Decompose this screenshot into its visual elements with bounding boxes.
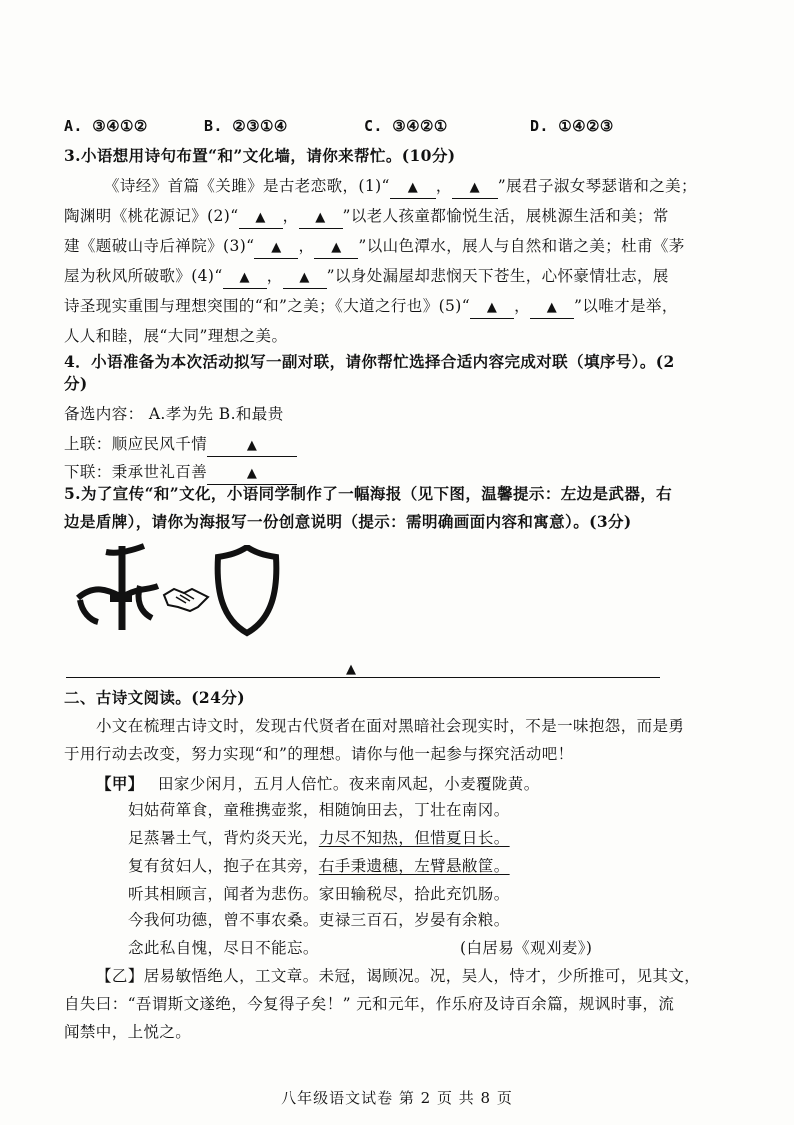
answer-marker: ▲ <box>346 662 356 677</box>
option-d: D. ①④②③ <box>530 117 614 135</box>
q4-lower-couplet: 下联：秉承世礼百善 ▲ <box>64 462 297 485</box>
poem-line-6: 今我何功德，曾不事农桑。吏禄三百石，岁晏有余粮。 <box>128 911 510 929</box>
question-5-title: 5.为了宣传“和”文化，小语同学制作了一幅海报（见下图，温馨提示：左边是武器，右 <box>64 484 673 503</box>
q4-choices: 备选内容： A.孝为先 B.和最贵 <box>64 405 284 423</box>
q3-line-2: 陶渊明《桃花源记》(2)“ ▲ ， ▲ ”以老人孩童都愉悦生活，展桃源生活和美；常 <box>64 206 669 229</box>
poem-line-3: 足蒸暑土气，背灼炎天光，力尽不知热，但惜夏日长。 <box>128 829 510 847</box>
option-a: A. ③④①② <box>64 117 148 135</box>
question-4-title: 4．小语准备为本次活动拟写一副对联，请你帮忙选择合适内容完成对联（填序号）。(2 <box>64 352 675 371</box>
q4-upper-couplet: 上联：顺应民风千情 ▲ <box>64 434 297 457</box>
poem-line-1: 田家少闲月，五月人倍忙。夜来南风起，小麦覆陇黄。 <box>158 775 540 793</box>
poem-line-5: 听其相顾言，闻者为悲伤。家田输税尽，拾此充饥肠。 <box>128 885 510 903</box>
option-b: B. ②③①④ <box>204 117 288 135</box>
page-footer: 八年级语文试卷 第 2 页 共 8 页 <box>281 1089 513 1107</box>
poem-line-7: 念此私自愧，尽日不能忘。 <box>128 939 319 957</box>
yi-line-3: 闻禁中，上悦之。 <box>64 1023 192 1041</box>
section-2-intro: 小文在梳理古诗文时，发现古代贤者在面对黑暗社会现实时，不是一味抱怨，而是勇 <box>96 717 685 735</box>
q3-line-3: 建《题破山寺后禅院》(3)“ ▲ ， ▲ ”以山色潭水，展人与自然和谐之美；杜甫《茅 <box>64 236 685 259</box>
q3-line-4: 屋为秋风所破歌》(4)“ ▲ ， ▲ ”以身处漏屋却悲悯天下苍生，心怀豪情壮志，展 <box>64 266 669 289</box>
q3-line-5: 诗圣现实重围与理想突围的“和”之美；《大道之行也》(5)“ ▲ ， ▲ ”以唯才是举， <box>64 296 678 319</box>
yi-line-2: 自失曰：“吾谓斯文遂绝，今复得子矣！” 元和元年，作乐府及诗百余篇，规讽时事，流 <box>64 995 675 1013</box>
poem-source: (白居易《观刈麦》) <box>460 939 593 957</box>
q3-line-1: 《诗经》首篇《关雎》是古老恋歌，(1)“ ▲ ， ▲ ”展君子淑女琴瑟谐和之美； <box>104 176 697 199</box>
section-2-title: 二、古诗文阅读。(24分) <box>64 688 245 707</box>
question-3-title: 3.小语想用诗句布置“和”文化墙，请你来帮忙。(10分) <box>64 146 456 165</box>
jia-label: 【甲】 <box>96 774 144 793</box>
answer-line <box>66 677 660 678</box>
yi-line-1: 【乙】居易敏悟绝人，工文章。未冠，谒顾况。况，吴人，恃才，少所推可，见其文， <box>96 967 701 985</box>
option-c: C. ③④②① <box>364 117 448 135</box>
poem-line-2: 妇姑荷箪食，童稚携壶浆，相随饷田去，丁壮在南冈。 <box>128 801 510 819</box>
handshake-icon <box>162 585 210 613</box>
question-5-title-cont: 边是盾牌），请你为海报写一份创意说明（提示：需明确画面内容和寓意）。(3分) <box>64 512 632 531</box>
shield-icon <box>212 545 282 637</box>
question-4-title-cont: 分) <box>64 374 88 393</box>
section-2-intro-cont: 于用行动去改变，努力实现“和”的理想。请你与他一起参与探究活动吧！ <box>64 745 574 763</box>
answer-options <box>0 116 794 136</box>
q3-line-6: 人人和睦，展“大同”理想之美。 <box>64 327 288 345</box>
poem-line-4: 复有贫妇人，抱子在其旁，右手秉遗穗，左臂悬敝筐。 <box>128 857 510 875</box>
weapon-glyph-icon <box>76 540 160 632</box>
